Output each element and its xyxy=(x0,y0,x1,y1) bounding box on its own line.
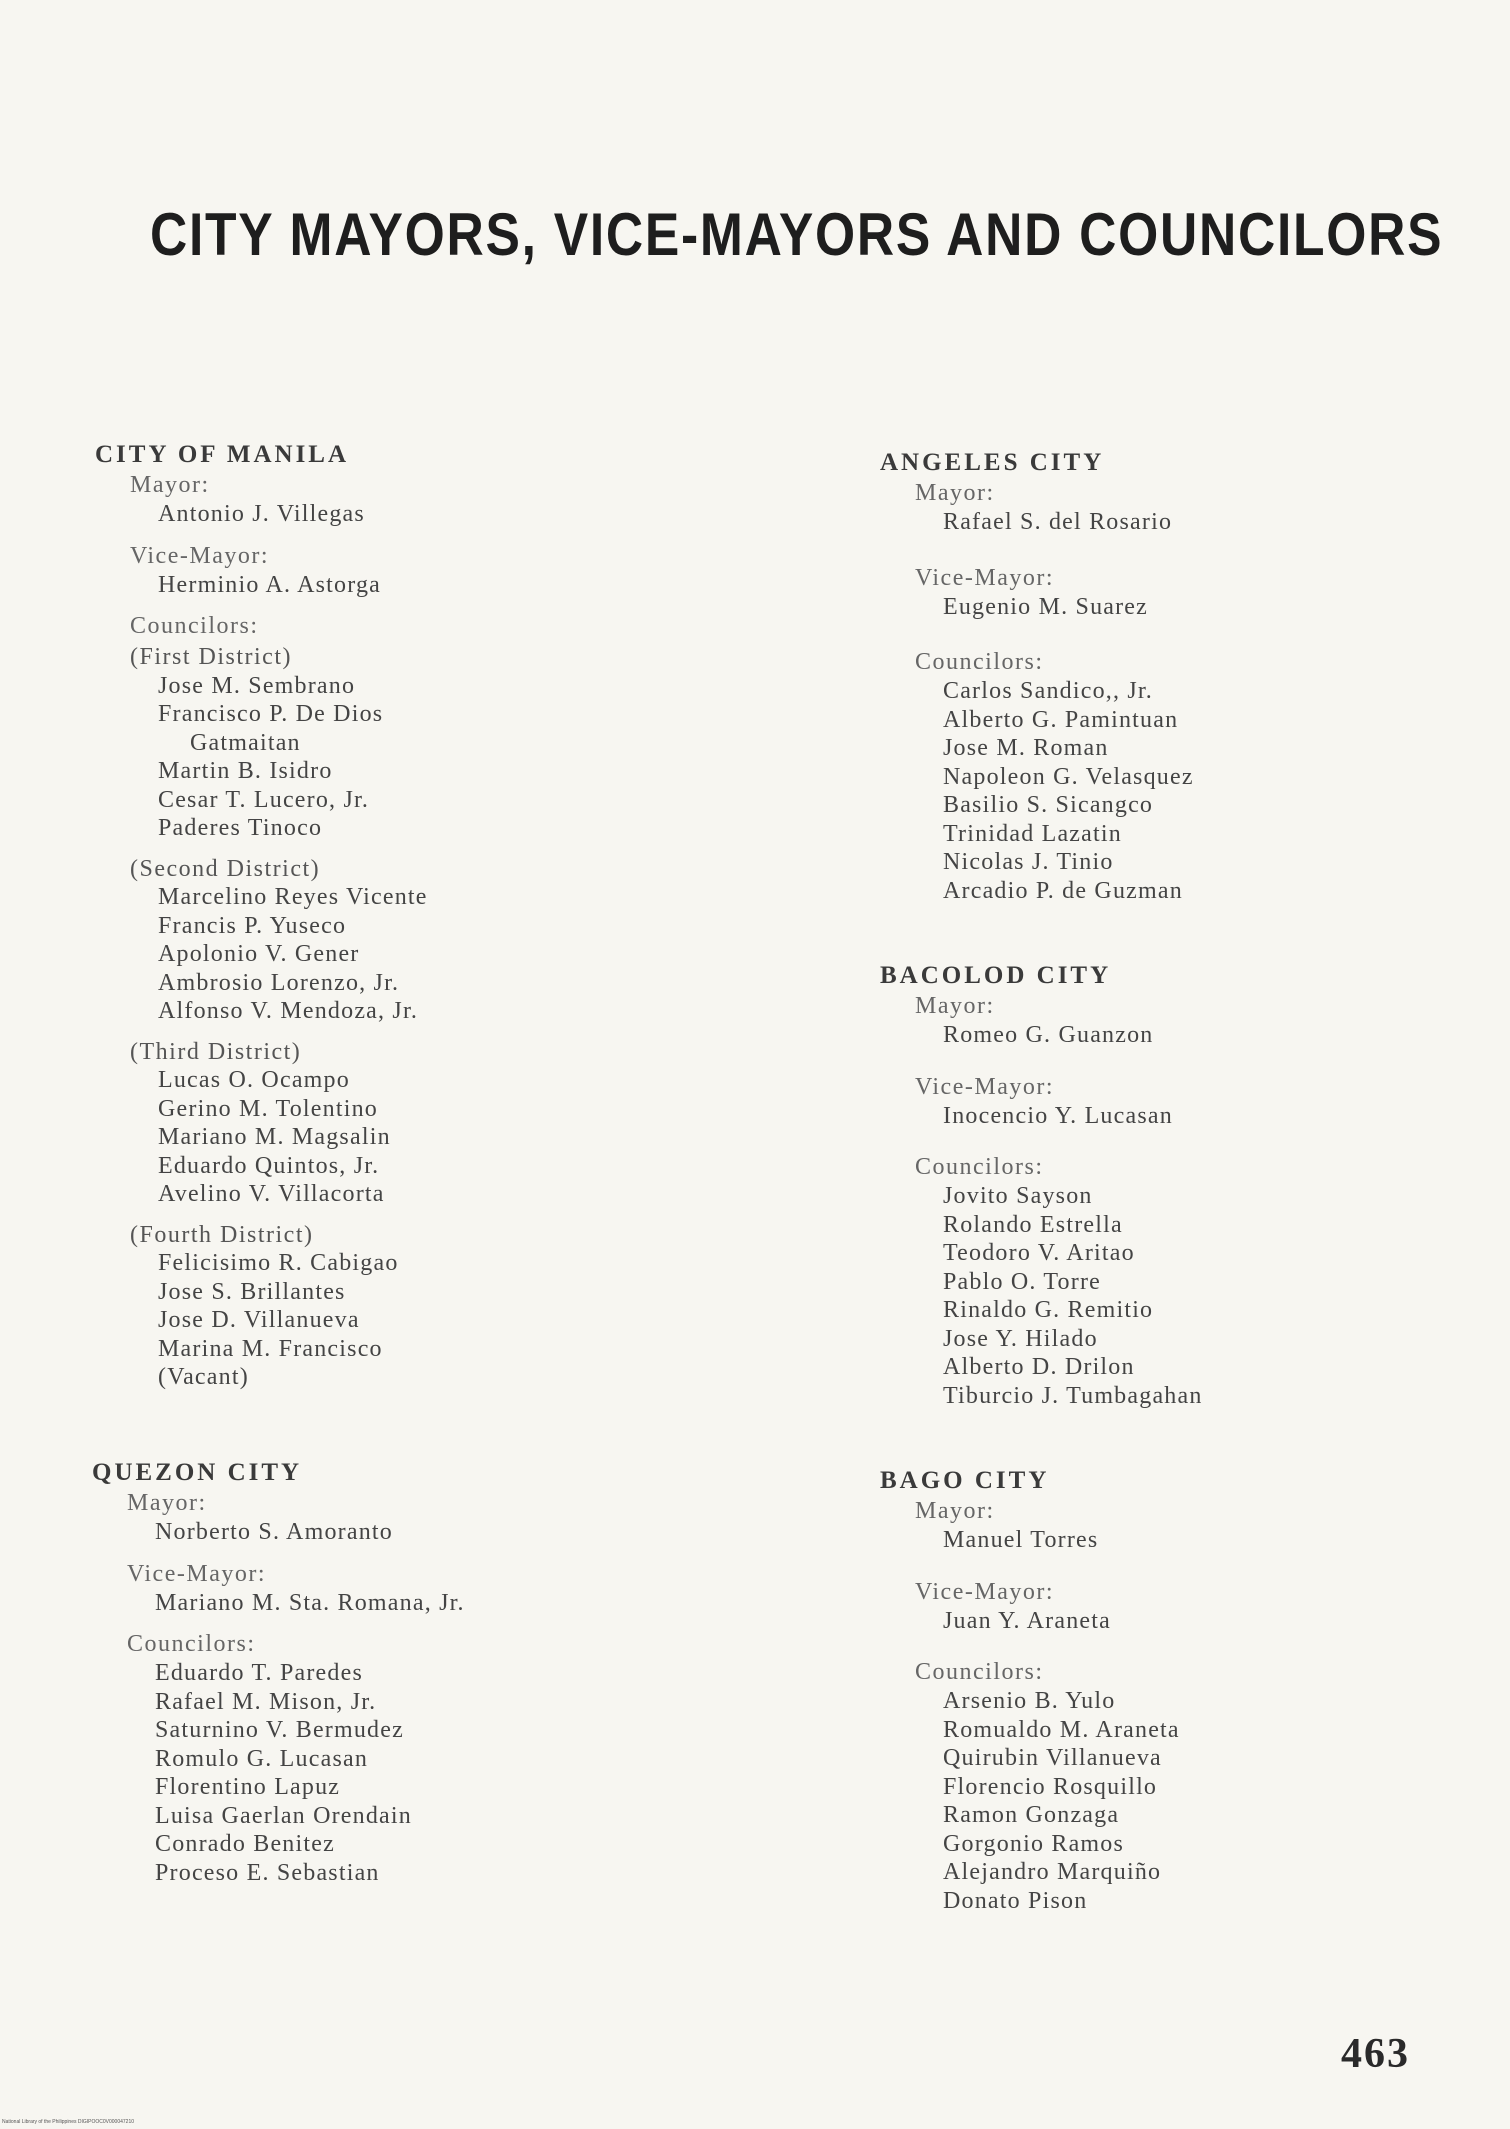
footer-note: National Library of the Philippines DIGIPOOC0V000047210 xyxy=(2,2119,135,2125)
councilor-name: Ambrosio Lorenzo, Jr. xyxy=(158,969,400,996)
councilor-name: Martin B. Isidro xyxy=(158,758,333,784)
councilor-name: Jose Y. Hilado xyxy=(943,1325,1098,1352)
councilor-name: Paderes Tinoco xyxy=(158,815,323,841)
councilor-name: Florencio Rosquillo xyxy=(943,1773,1158,1800)
vice-mayor-name: Mariano M. Sta. Romana, Jr. xyxy=(155,1589,465,1616)
city-name: ANGELES CITY xyxy=(880,449,1105,476)
vice-mayor-name: Eugenio M. Suarez xyxy=(943,593,1149,620)
councilor-name: Felicisimo R. Cabigao xyxy=(158,1250,399,1276)
councilor-name: Jovito Sayson xyxy=(943,1183,1093,1209)
right-column xyxy=(880,448,1440,1973)
councilor-name: Alejandro Marquiño xyxy=(943,1859,1162,1885)
councilor-name: Apolonio V. Gener xyxy=(158,941,360,967)
councilor-name: Francis P. Yuseco xyxy=(158,912,347,939)
councilor-name: Arsenio B. Yulo xyxy=(943,1688,1116,1714)
councilor-name: Carlos Sandico,, Jr. xyxy=(943,678,1153,704)
mayor-label: Mayor: xyxy=(915,993,995,1019)
councilor-name: Quirubin Villanueva xyxy=(943,1745,1162,1771)
vice-mayor-name: Herminio A. Astorga xyxy=(158,571,382,598)
councilor-name: Alberto D. Drilon xyxy=(943,1354,1135,1380)
city-manila xyxy=(95,440,655,1392)
mayor-name: Antonio J. Villegas xyxy=(158,501,365,527)
city-name: BACOLOD CITY xyxy=(880,962,1112,989)
councilor-name: Avelino V. Villacorta xyxy=(158,1181,385,1207)
vice-mayor-label: Vice-Mayor: xyxy=(915,564,1055,591)
councilor-name: Nicolas J. Tinio xyxy=(943,849,1114,875)
vice-mayor-label: Vice-Mayor: xyxy=(130,542,270,569)
mayor-label: Mayor: xyxy=(915,480,995,506)
city-angeles xyxy=(880,448,1440,905)
councilor-name: Arcadio P. de Guzman xyxy=(943,877,1183,904)
mayor-label: Mayor: xyxy=(915,1498,995,1524)
page-number: 463 xyxy=(1341,2031,1410,2077)
councilor-name: Eduardo T. Paredes xyxy=(155,1660,363,1686)
councilors-label: Councilors: xyxy=(127,1631,256,1657)
vice-mayor-label: Vice-Mayor: xyxy=(127,1560,267,1587)
councilor-name: Tiburcio J. Tumbagahan xyxy=(943,1382,1203,1409)
councilor-name: Teodoro V. Aritao xyxy=(943,1240,1135,1266)
mayor-label: Mayor: xyxy=(130,472,210,498)
councilor-name: Jose M. Sembrano xyxy=(158,672,356,699)
councilor-name: Romulo G. Lucasan xyxy=(155,1745,369,1772)
councilor-name: Lucas O. Ocampo xyxy=(158,1067,350,1093)
mayor-name: Romeo G. Guanzon xyxy=(943,1022,1154,1048)
councilor-name-continued: Gatmaitan xyxy=(190,729,301,756)
councilor-name: Rinaldo G. Remitio xyxy=(943,1297,1154,1323)
councilor-name: Ramon Gonzaga xyxy=(943,1802,1120,1828)
councilor-name: Jose M. Roman xyxy=(943,735,1109,761)
mayor-name: Manuel Torres xyxy=(943,1527,1099,1553)
vice-mayor-label: Vice-Mayor: xyxy=(915,1073,1055,1100)
mayor-name: Rafael S. del Rosario xyxy=(943,509,1173,535)
councilor-name: Jose S. Brillantes xyxy=(158,1278,346,1305)
councilor-name: Gerino M. Tolentino xyxy=(158,1095,378,1122)
councilors-label: Councilors: xyxy=(915,1154,1044,1180)
councilor-name: Alberto G. Pamintuan xyxy=(943,706,1179,733)
councilors-label: Councilors: xyxy=(915,1659,1044,1685)
district-label: (Fourth District) xyxy=(130,1221,314,1248)
councilor-name: Florentino Lapuz xyxy=(155,1774,341,1800)
vice-mayor-name: Juan Y. Araneta xyxy=(943,1607,1111,1634)
councilor-name: Francisco P. De Dios xyxy=(158,701,384,727)
city-quezon xyxy=(92,1458,652,1887)
councilors-label: Councilors: xyxy=(915,649,1044,675)
left-column-lower xyxy=(92,1458,652,1945)
city-name: BAGO CITY xyxy=(880,1467,1050,1494)
councilor-name: Luisa Gaerlan Orendain xyxy=(155,1802,412,1829)
city-bago xyxy=(880,1466,1440,1915)
councilor-name: Donato Pison xyxy=(943,1887,1088,1914)
councilor-name: Cesar T. Lucero, Jr. xyxy=(158,786,370,813)
page-title: CITY MAYORS, VICE-MAYORS AND COUNCILORS xyxy=(150,201,1444,268)
councilor-name: Romualdo M. Araneta xyxy=(943,1716,1180,1743)
councilor-name: Alfonso V. Mendoza, Jr. xyxy=(158,998,419,1024)
councilor-name: Proceso E. Sebastian xyxy=(155,1859,380,1886)
vice-mayor-name: Inocencio Y. Lucasan xyxy=(943,1102,1173,1129)
councilor-name: Saturnino V. Bermudez xyxy=(155,1717,404,1743)
councilors-label: Councilors: xyxy=(130,613,259,639)
district-label: (First District) xyxy=(130,644,292,670)
councilor-name: Pablo O. Torre xyxy=(943,1268,1101,1295)
councilor-name: (Vacant) xyxy=(158,1364,249,1390)
city-bacolod xyxy=(880,961,1440,1410)
councilor-name: Eduardo Quintos, Jr. xyxy=(158,1152,380,1179)
mayor-name: Norberto S. Amoranto xyxy=(155,1519,393,1545)
city-name: CITY OF MANILA xyxy=(95,441,350,468)
city-name: QUEZON CITY xyxy=(92,1459,303,1486)
councilor-name: Rolando Estrella xyxy=(943,1211,1123,1238)
councilor-name: Jose D. Villanueva xyxy=(158,1307,360,1333)
district-label: (Second District) xyxy=(130,855,321,882)
left-column xyxy=(95,440,655,1450)
councilor-name: Gorgonio Ramos xyxy=(943,1830,1125,1857)
mayor-label: Mayor: xyxy=(127,1490,207,1516)
vice-mayor-label: Vice-Mayor: xyxy=(915,1578,1055,1605)
councilor-name: Marina M. Francisco xyxy=(158,1335,383,1362)
councilor-name: Trinidad Lazatin xyxy=(943,820,1122,847)
councilor-name: Rafael M. Mison, Jr. xyxy=(155,1688,377,1715)
councilor-name: Mariano M. Magsalin xyxy=(158,1124,391,1150)
district-label: (Third District) xyxy=(130,1038,302,1065)
councilor-name: Marcelino Reyes Vicente xyxy=(158,884,428,910)
councilor-name: Basilio S. Sicangco xyxy=(943,792,1154,818)
councilor-name: Napoleon G. Velasquez xyxy=(943,763,1194,790)
councilor-name: Conrado Benitez xyxy=(155,1831,335,1857)
